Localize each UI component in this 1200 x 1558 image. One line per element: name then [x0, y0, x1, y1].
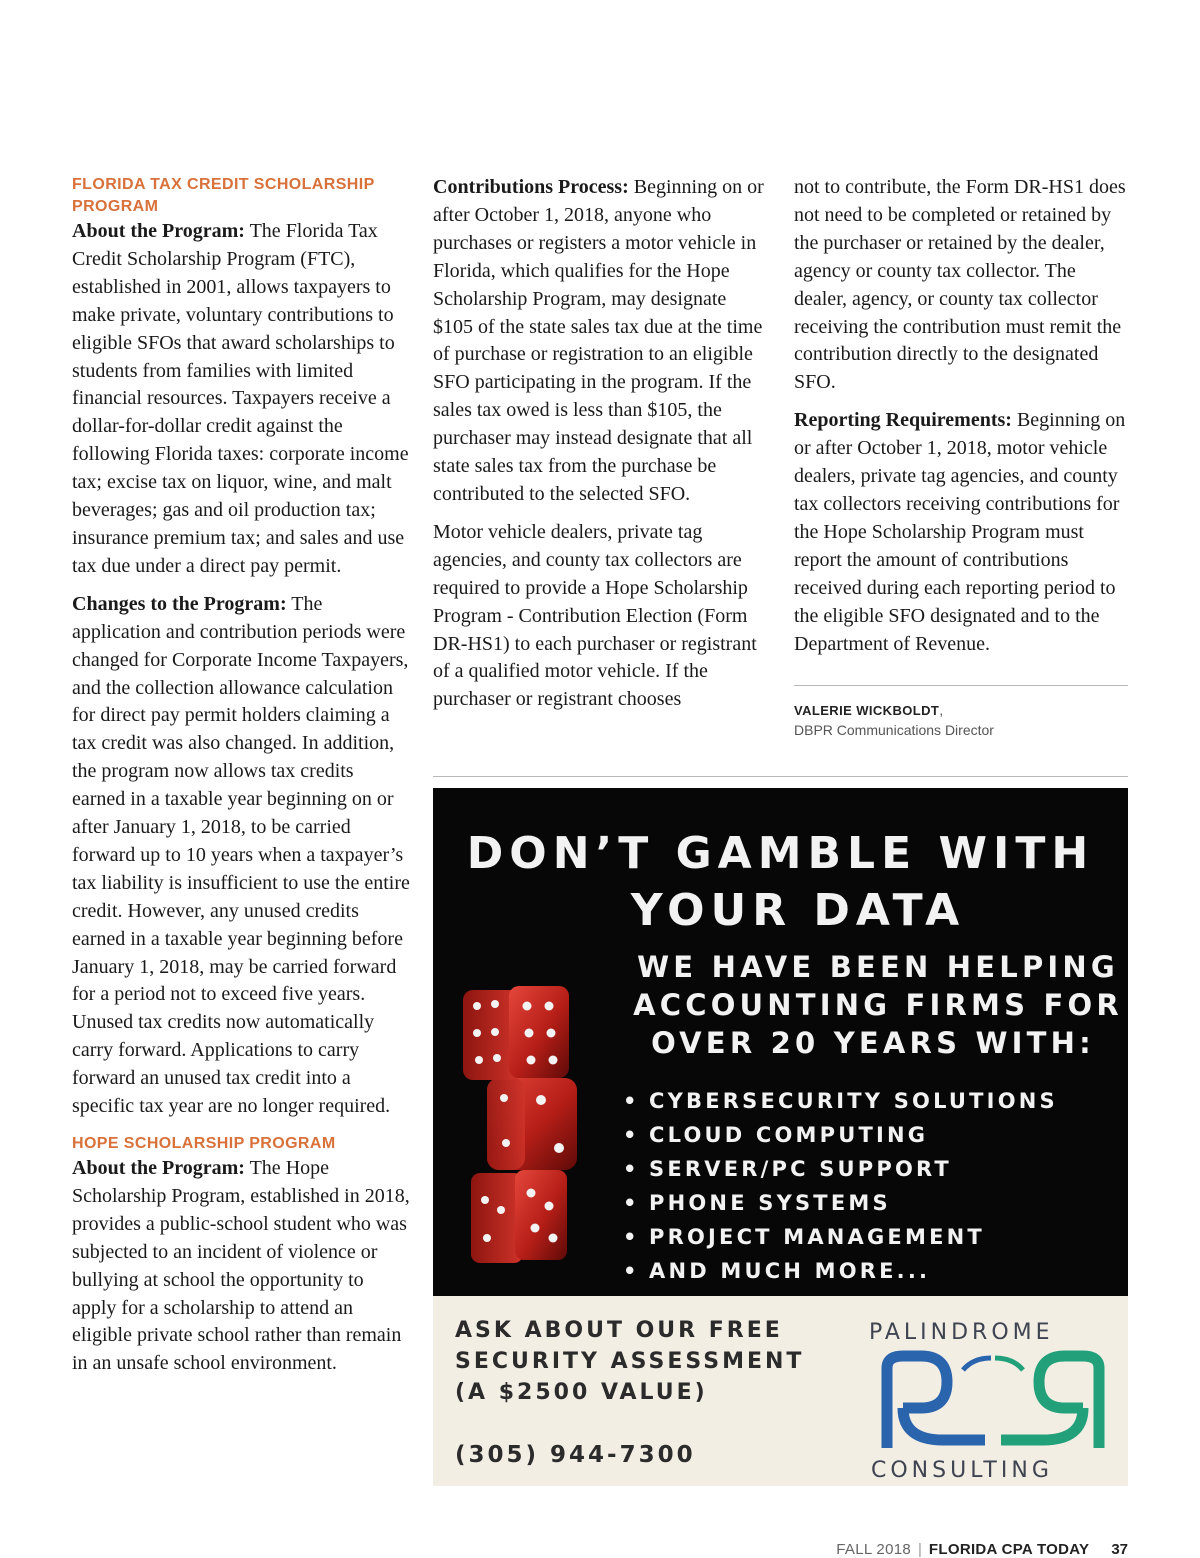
footer-magazine: FLORIDA CPA TODAY	[928, 1541, 1090, 1558]
ftc-about-lead: About the Program:	[72, 220, 245, 242]
ad-phone[interactable]: (305) 944-7300	[455, 1442, 696, 1468]
ad-cta-line2: SECURITY ASSESSMENT	[455, 1349, 805, 1374]
byline-author: VALERIE WICKBOLDT	[794, 703, 940, 718]
reporting-paragraph	[794, 407, 1130, 658]
contributions-text: Beginning on or after October 1, 2018, anyone who purchases or registers a motor vehicle in Florida, which qualifies for the Hope Scholarship Program, may designate $105 of the state sales tax due at the time of purchase or registration to an eligible SFO participating in the program. If the sales tax owed is less than $105, the purchaser may instead designate that all state sales tax from the purchase be contributed to the selected SFO.	[433, 176, 764, 505]
ad-logo-bottom-text: CONSULTING	[871, 1458, 1053, 1483]
ad-subline-2: ACCOUNTING FIRMS FOR	[633, 988, 1123, 1022]
column-2	[433, 174, 771, 714]
ad-cta-panel	[433, 1296, 1128, 1486]
footer-issue: FALL 2018	[836, 1541, 912, 1558]
ftc-changes-text: The application and contribution periods were changed for Corporate Income Taxpayers, and the collection allowance calculation for direct pay permit holders claiming a tax credit was also changed. In addition, the program now allows tax credits earned in a taxable year beginning on or after January 1, 2018, to be carried forward up to 10 years when a taxpayer’s tax liability is insufficient to use the entire credit. However, any unused credits earned in a taxable year beginning before January 1, 2018, may be carried forward for a period not to exceed five years. Unused tax credits now automatically carry forward. Applications to carry forward an unused tax credit into a specific tax year are no longer required.	[72, 592, 410, 1118]
ftc-changes-paragraph	[72, 591, 410, 1121]
bullet-icon: •	[623, 1225, 640, 1249]
byline-role: DBPR Communications Director	[794, 722, 994, 738]
hope-about-lead: About the Program:	[72, 1157, 245, 1179]
ftc-changes-lead: Changes to the Program:	[72, 592, 287, 615]
ftc-about-text: The Florida Tax Credit Scholarship Program (FTC), established in 2001, allows taxpayers to make private, voluntary contributions to eligible SFOs that award scholarships to students from families with limited financial resources. Taxpayers receive a dollar-for-dollar credit against the following Florida taxes: corporate income tax; excise tax on liquor, wine, and malt beverages; gas and oil production tax; insurance premium tax; and sales and use tax due under a direct pay permit.	[72, 220, 409, 577]
ad-services-list	[623, 1084, 1058, 1288]
ad-headline-line2: YOUR DATA	[630, 885, 966, 936]
ad-service-item: • PROJECT MANAGEMENT	[623, 1220, 1058, 1254]
ad-subline-3: OVER 20 YEARS WITH:	[651, 1026, 1095, 1060]
contributions-lead: Contributions Process:	[433, 176, 629, 198]
bullet-icon: •	[623, 1089, 640, 1113]
bullet-icon: •	[623, 1259, 640, 1283]
advertisement[interactable]	[433, 788, 1128, 1486]
byline	[794, 702, 1128, 738]
die-bottom	[471, 1170, 567, 1263]
bullet-icon: •	[623, 1191, 640, 1215]
hope-about-paragraph	[72, 1155, 410, 1378]
byline-divider	[794, 685, 1128, 686]
ad-service-item: • PHONE SYSTEMS	[623, 1186, 1058, 1220]
ad-service-item: • CYBERSECURITY SOLUTIONS	[623, 1084, 1058, 1118]
column-3	[794, 174, 1130, 658]
palindrome-logo-icon	[873, 1348, 1113, 1453]
ftc-section-heading: FLORIDA TAX CREDIT SCHOLARSHIP PROGRAM	[72, 176, 375, 215]
ad-cta-line1: ASK ABOUT OUR FREE	[455, 1318, 783, 1343]
ad-cta-line3: (A $2500 VALUE)	[455, 1380, 708, 1405]
ad-divider	[433, 776, 1128, 777]
bullet-icon: •	[623, 1157, 640, 1181]
continued-paragraph: not to contribute, the Form DR-HS1 does not need to be completed or retained by the purchaser or retained by the dealer, agency or county tax collector. The dealer, agency, or county tax collector receiving the contribution must remit the contribution directly to the designated SFO.	[794, 176, 1126, 394]
contributions-paragraph	[433, 174, 771, 509]
hope-section-heading: HOPE SCHOLARSHIP PROGRAM	[72, 1135, 336, 1152]
bullet-icon: •	[623, 1123, 640, 1147]
ad-service-item: • AND MUCH MORE...	[623, 1254, 1058, 1288]
dealers-paragraph: Motor vehicle dealers, private tag agencies, and county tax collectors are required to provide a Hope Scholarship Program - Contribution Election (Form DR-HS1) to each purchaser or registrant of a qualified motor vehicle. If the purchaser or registrant chooses	[433, 520, 757, 711]
reporting-text: Beginning on or after October 1, 2018, motor vehicle dealers, private tag agencies, and county tax collectors receiving contributions for the Hope Scholarship Program must report the amount of contributions received during each reporting period to the eligible SFO designated and to the Department of Revenue.	[794, 409, 1126, 655]
byline-comma: ,	[939, 702, 944, 718]
ad-service-item: • SERVER/PC SUPPORT	[623, 1152, 1058, 1186]
page-number: 37	[1111, 1541, 1128, 1558]
ad-logo-top-text: PALINDROME	[869, 1320, 1054, 1345]
ad-dark-panel	[433, 788, 1128, 1296]
ftc-about-paragraph	[72, 218, 410, 581]
column-1	[72, 174, 410, 1378]
die-middle	[487, 1078, 577, 1170]
dice-stack-icon	[449, 938, 589, 1278]
die-top	[463, 986, 569, 1080]
footer-separator: |	[918, 1541, 922, 1558]
page-footer	[836, 1541, 1128, 1558]
ad-headline-line1: DON’T GAMBLE WITH	[466, 828, 1095, 879]
reporting-lead: Reporting Requirements:	[794, 409, 1012, 432]
ad-subline-1: WE HAVE BEEN HELPING	[637, 950, 1119, 984]
ad-service-item: • CLOUD COMPUTING	[623, 1118, 1058, 1152]
hope-about-text: The Hope Scholarship Program, established in 2018, provides a public-school student who was subjected to an incident of violence or bullying at school the opportunity to apply for a scholarship to attend an eligible private school rather than remain in an unsafe school environment.	[72, 1157, 410, 1375]
